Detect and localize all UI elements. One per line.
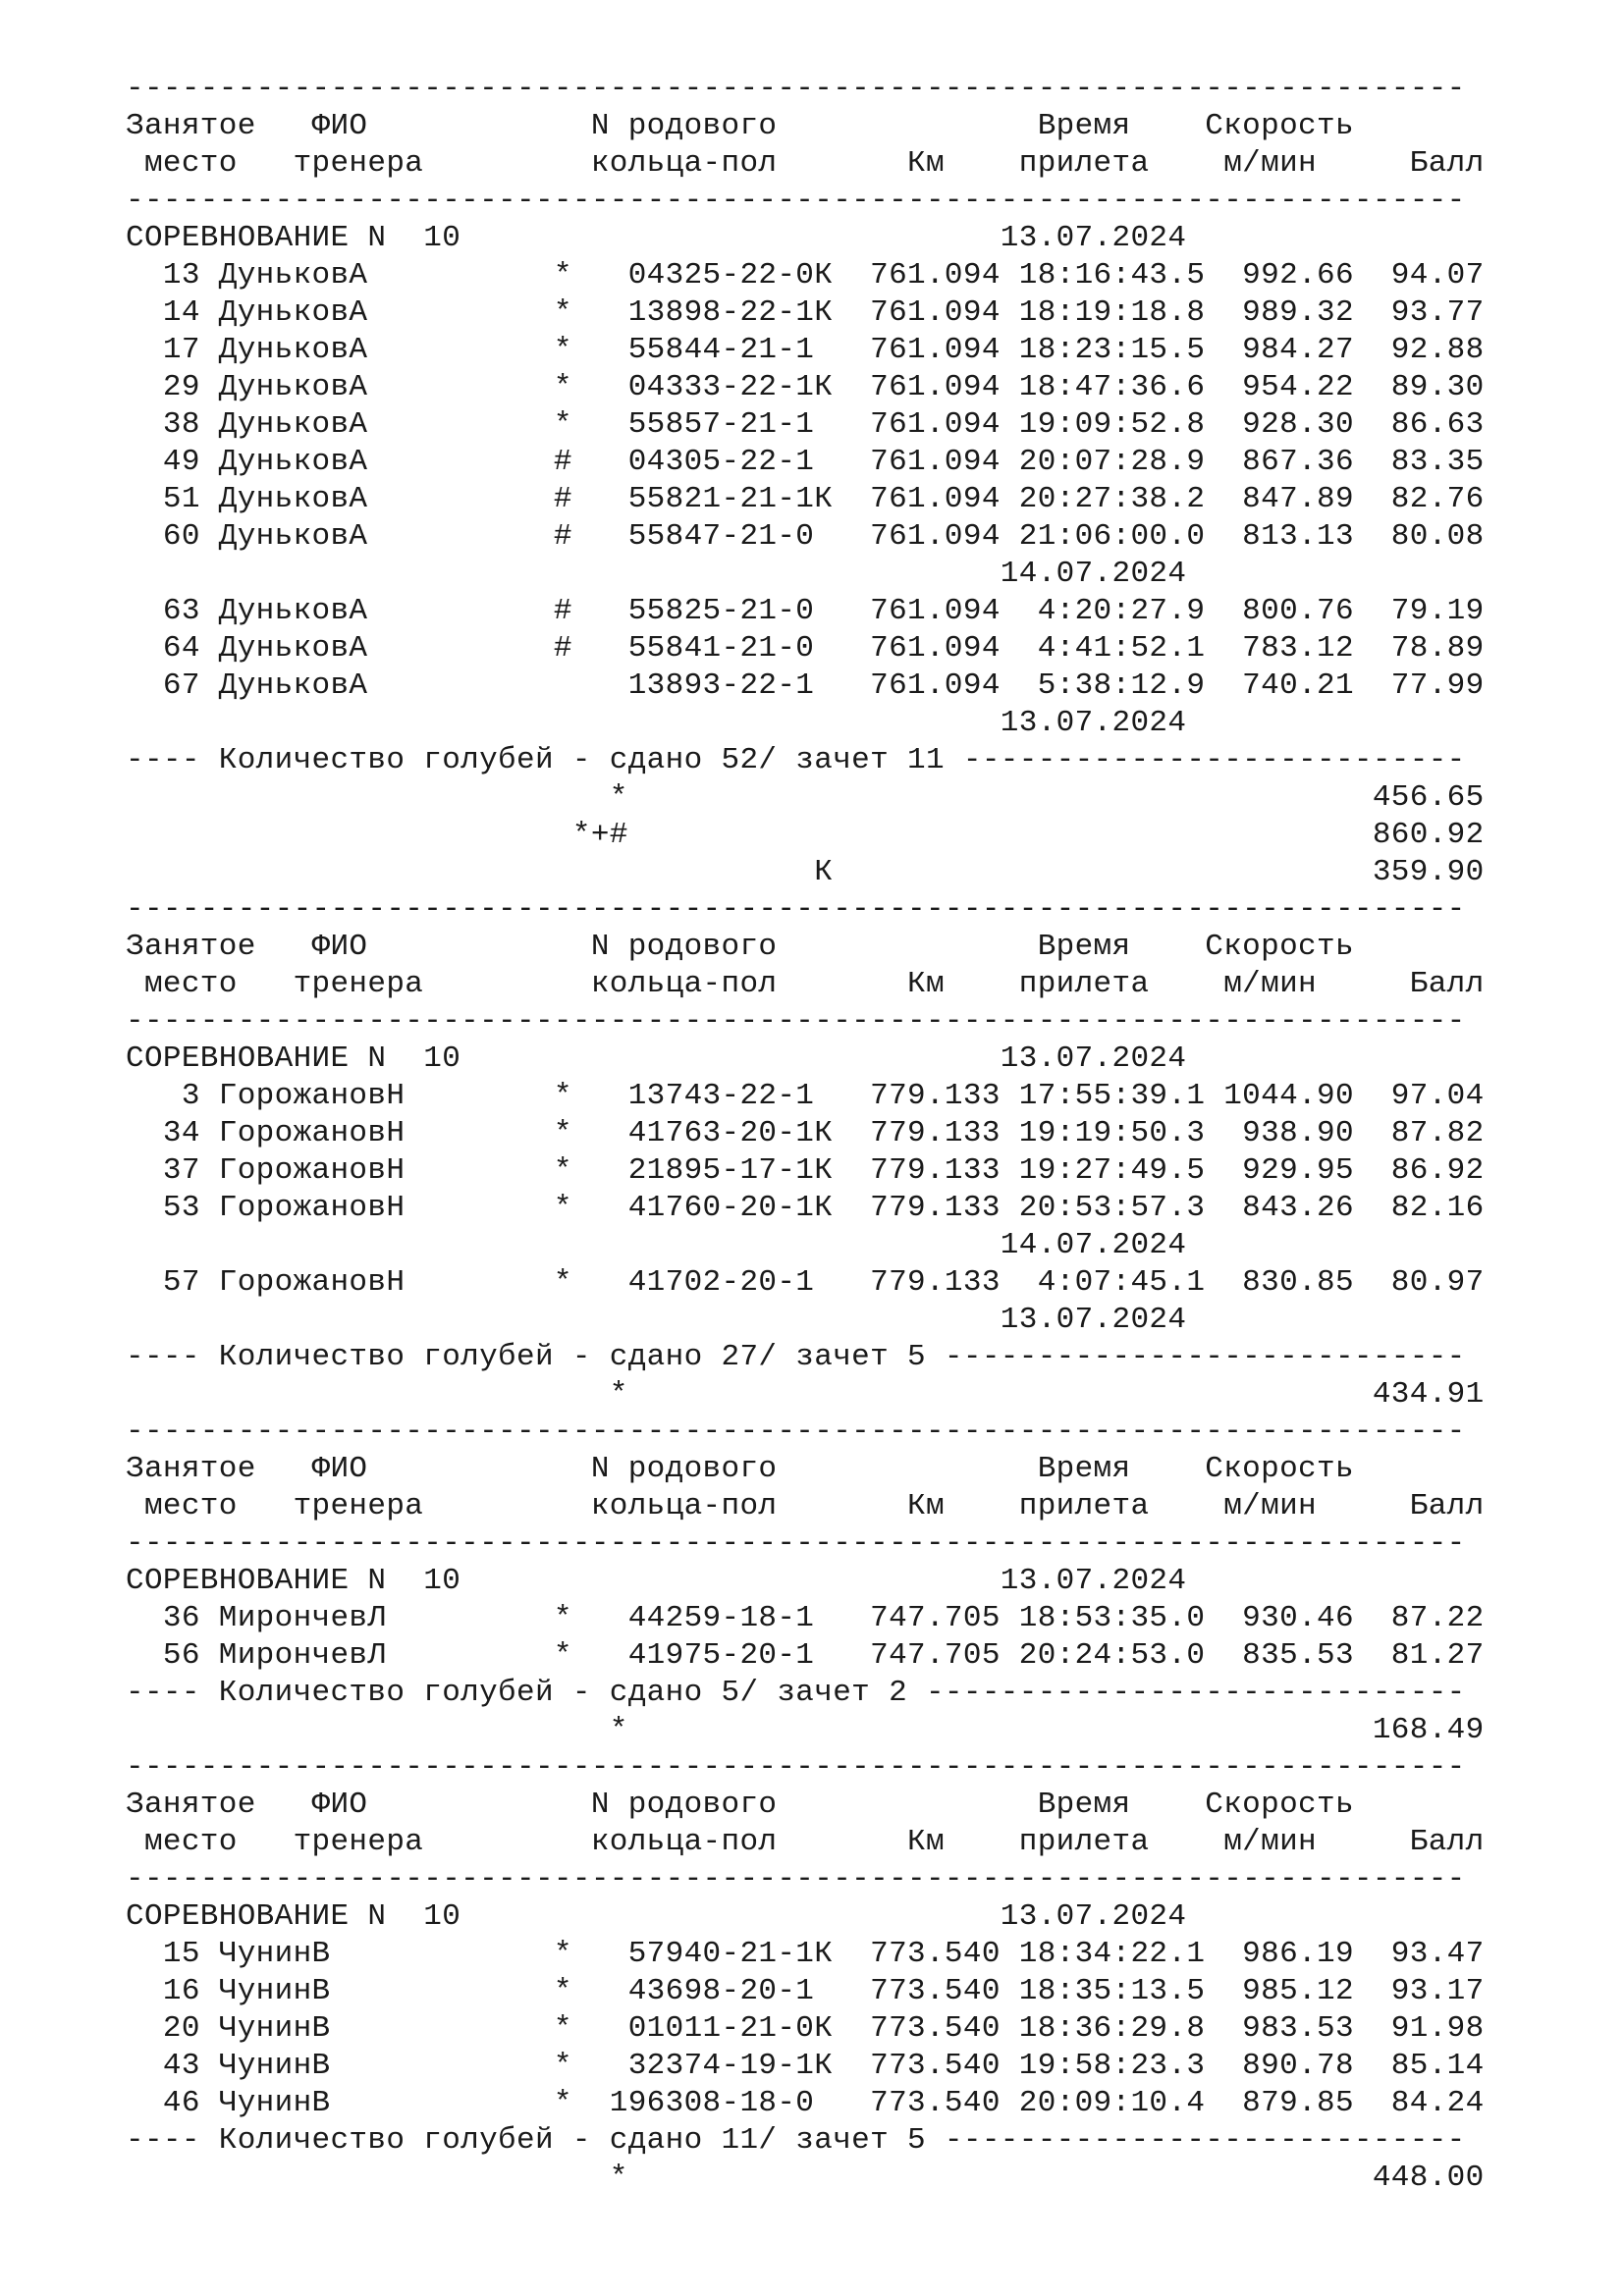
date-line: 13.07.2024 [126,1303,1187,1337]
table-row: 57 ГорожановН * 41702-20-1 779.133 4:07:45.1 830.85 80.97 [126,1265,1485,1300]
table-row: 46 ЧунинВ * 196308-18-0 773.540 20:09:10.4 879.85 84.24 [126,2086,1485,2120]
table-row: 20 ЧунинВ * 01011-21-0К 773.540 18:36:29.8 983.53 91.98 [126,2011,1485,2046]
separator-line: ------------------------------------------------------------------------ [126,1004,1466,1039]
score-total-line: * 448.00 [126,2161,1485,2195]
competition-title: СОРЕВНОВАНИЕ N 10 13.07.2024 [126,221,1187,255]
date-line: 13.07.2024 [126,706,1187,740]
table-row: 3 ГорожановН * 13743-22-1 779.133 17:55:39.1 1044.90 97.04 [126,1079,1485,1113]
column-header-bottom: место тренера кольца-пол Км прилета м/мин Балл [126,967,1485,1001]
competition-title: СОРЕВНОВАНИЕ N 10 13.07.2024 [126,1041,1187,1076]
table-row: 53 ГорожановН * 41760-20-1К 779.133 20:53:57.3 843.26 82.16 [126,1191,1485,1225]
table-row: 64 ДуньковА # 55841-21-0 761.094 4:41:52.1 783.12 78.89 [126,631,1485,666]
score-total-line: *+# 860.92 [126,818,1485,852]
table-row: 29 ДуньковА * 04333-22-1К 761.094 18:47:36.6 954.22 89.30 [126,370,1485,404]
competition-title: СОРЕВНОВАНИЕ N 10 13.07.2024 [126,1899,1187,1934]
separator-line: ------------------------------------------------------------------------ [126,1526,1466,1561]
table-row: 43 ЧунинВ * 32374-19-1К 773.540 19:58:23.3 890.78 85.14 [126,2049,1485,2083]
column-header-bottom: место тренера кольца-пол Км прилета м/мин Балл [126,146,1485,181]
table-row: 37 ГорожановН * 21895-17-1К 779.133 19:27:49.5 929.95 86.92 [126,1153,1485,1188]
table-row: 14 ДуньковА * 13898-22-1К 761.094 18:19:18.8 989.32 93.77 [126,295,1485,330]
competition-title: СОРЕВНОВАНИЕ N 10 13.07.2024 [126,1564,1187,1598]
table-row: 36 МирончевЛ * 44259-18-1 747.705 18:53:35.0 930.46 87.22 [126,1601,1485,1635]
date-line: 14.07.2024 [126,557,1187,591]
separator-line: ------------------------------------------------------------------------ [126,184,1466,218]
separator-line: ------------------------------------------------------------------------ [126,1750,1466,1785]
table-row: 56 МирончевЛ * 41975-20-1 747.705 20:24:53.0 835.53 81.27 [126,1638,1485,1673]
count-summary-line: ---- Количество голубей - сдано 11/ зачет 5 ---------------------------- [126,2123,1466,2158]
table-row: 38 ДуньковА * 55857-21-1 761.094 19:09:52.8 928.30 86.63 [126,407,1485,442]
score-total-line: * 168.49 [126,1713,1485,1747]
separator-line: ------------------------------------------------------------------------ [126,1862,1466,1896]
column-header-top: Занятое ФИО N родового Время Скорость [126,109,1354,143]
separator-line: ------------------------------------------------------------------------ [126,1415,1466,1449]
column-header-bottom: место тренера кольца-пол Км прилета м/мин Балл [126,1825,1485,1859]
table-row: 49 ДуньковА # 04305-22-1 761.094 20:07:28.9 867.36 83.35 [126,445,1485,479]
table-row: 34 ГорожановН * 41763-20-1К 779.133 19:19:50.3 938.90 87.82 [126,1116,1485,1150]
column-header-top: Занятое ФИО N родового Время Скорость [126,930,1354,964]
score-total-line: * 434.91 [126,1377,1485,1412]
score-total-line: К 359.90 [126,855,1485,889]
count-summary-line: ---- Количество голубей - сдано 27/ зачет 5 ---------------------------- [126,1340,1466,1374]
table-row: 15 ЧунинВ * 57940-21-1К 773.540 18:34:22.1 986.19 93.47 [126,1937,1485,1971]
count-summary-line: ---- Количество голубей - сдано 52/ зачет 11 --------------------------- [126,743,1466,777]
date-line: 14.07.2024 [126,1228,1187,1262]
table-row: 51 ДуньковА # 55821-21-1К 761.094 20:27:38.2 847.89 82.76 [126,482,1485,516]
results-report [126,71,1485,2197]
separator-line: ------------------------------------------------------------------------ [126,892,1466,927]
column-header-top: Занятое ФИО N родового Время Скорость [126,1452,1354,1486]
table-row: 67 ДуньковА 13893-22-1 761.094 5:38:12.9 740.21 77.99 [126,668,1485,703]
table-row: 63 ДуньковА # 55825-21-0 761.094 4:20:27.9 800.76 79.19 [126,594,1485,628]
table-row: 16 ЧунинВ * 43698-20-1 773.540 18:35:13.5 985.12 93.17 [126,1974,1485,2008]
table-row: 60 ДуньковА # 55847-21-0 761.094 21:06:00.0 813.13 80.08 [126,519,1485,554]
separator-line: ------------------------------------------------------------------------ [126,72,1466,106]
count-summary-line: ---- Количество голубей - сдано 5/ зачет 2 ----------------------------- [126,1676,1466,1710]
table-row: 17 ДуньковА * 55844-21-1 761.094 18:23:15.5 984.27 92.88 [126,333,1485,367]
score-total-line: * 456.65 [126,780,1485,815]
column-header-top: Занятое ФИО N родового Время Скорость [126,1788,1354,1822]
table-row: 13 ДуньковА * 04325-22-0К 761.094 18:16:43.5 992.66 94.07 [126,258,1485,293]
column-header-bottom: место тренера кольца-пол Км прилета м/мин Балл [126,1489,1485,1523]
